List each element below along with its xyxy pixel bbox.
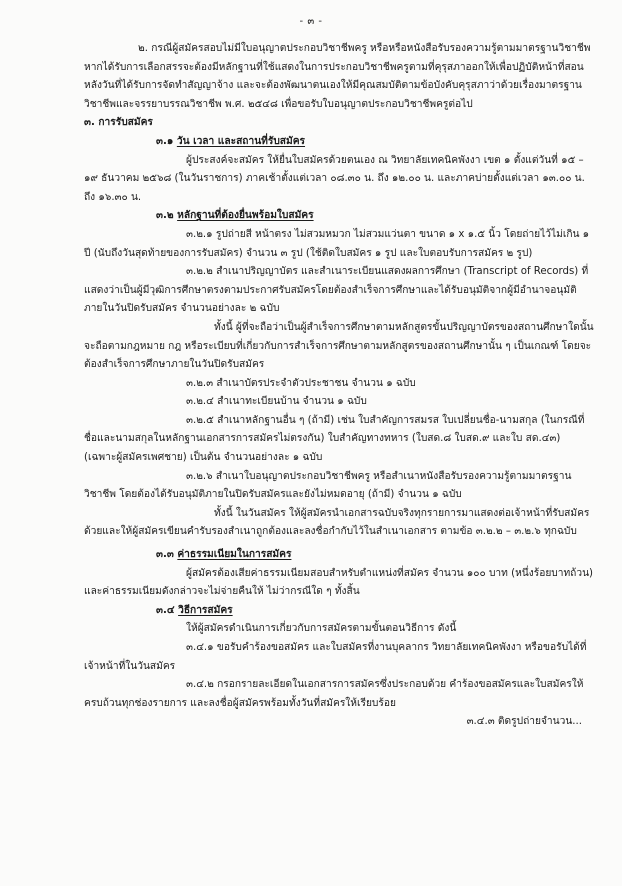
paragraph-3-4-2: ๓.๔.๒ กรอกรายละเอียดในเอกสารการสมัครซึ่งประกอบด้วย คำร้องขอสมัครและใบสมัครให้ครบถ้วนทุกช่องรายการ และลงชื่อผู้สมัครพร้อมทั้งวันที่สมัครให้เรียบร้อย — [84, 679, 584, 709]
subsection-title: วิธีการสมัคร — [178, 604, 233, 616]
paragraph-3-4: ให้ผู้สมัครดำเนินการเกี่ยวกับการสมัครตามขั้นตอนวิธีการ ดังนี้ — [186, 623, 457, 635]
document-body — [84, 40, 594, 732]
subsection-heading-3-4 — [84, 602, 594, 621]
paragraph-3-4-1: ๓.๔.๑ ขอรับคำร้องขอสมัคร และใบสมัครที่งานบุคลากร วิทยาลัยเทคนิคพังงา หรือขอรับได้ที่เจ้าหน้าที่ในวันสมัคร — [84, 642, 587, 672]
subsection-heading-3-1 — [84, 133, 594, 152]
paragraph-3-2-2-note: ทั้งนี้ ผู้ที่จะถือว่าเป็นผู้สำเร็จการศึกษาตามหลักสูตรขั้นปริญญาบัตรของสถานศึกษาใดนั้นจะถือตามกฎหมาย กฎ หรือระเบียบที่เกี่ยวกับการสำเร็จการศึกษาตามหลักสูตรของสถานศึกษานั้น ๆ เป็นเกณฑ์ โดยจะต้องสำเร็จการศึกษาภายในวันปิดรับสมัคร — [84, 321, 594, 371]
subsection-number: ๓.๑ — [156, 135, 174, 147]
subsection-title: หลักฐานที่ต้องยื่นพร้อมใบสมัคร — [177, 210, 314, 222]
paragraph-3-2-4: ๓.๒.๔ สำเนาทะเบียนบ้าน จำนวน ๑ ฉบับ — [186, 396, 367, 408]
paragraph-3-2-2: ๓.๒.๒ สำเนาปริญญาบัตร และสำเนาระเบียนแสดงผลการศึกษา (Transcript of Records) ที่แสดงว่าเป็นผู้มีวุฒิการศึกษาตรงตามประกาศรับสมัครโดยต้องสำเร็จการศึกษาและได้รับอนุมัติจากผู้มีอำนาจอนุมัติภายในวันปิดรับสมัคร จำนวนอย่างละ ๒ ฉบับ — [84, 266, 589, 315]
paragraph-3-2-3: ๓.๒.๓ สำเนาบัตรประจำตัวประชาชน จำนวน ๑ ฉบับ — [186, 377, 416, 389]
paragraph-3-2-5: ๓.๒.๕ สำเนาหลักฐานอื่น ๆ (ถ้ามี) เช่น ใบสำคัญการสมรส ใบเปลี่ยนชื่อ-นามสกุล (ในกรณีที่ชื่อและนามสกุลในหลักฐานเอกสารการสมัครไม่ตรงกัน) ใบสำคัญทางทหาร (ใบสด.๘ ใบสด.๙ และใบ สด.๔๓) (เฉพาะผู้สมัครเพศชาย) เป็นต้น จำนวนอย่างละ ๑ ฉบับ — [84, 414, 585, 464]
section-heading-3: ๓. การรับสมัคร — [84, 117, 153, 129]
paragraph-3-1: ผู้ประสงค์จะสมัคร ให้ยื่นใบสมัครด้วยตนเอง ณ วิทยาลัยเทคนิคพังงา เขต ๑ ตั้งแต่วันที่ ๑๕ – ๑๙ ธันวาคม ๒๕๖๘ (ในวันราชการ) ภาคเช้าตั้งแต่เวลา ๐๘.๓๐ น. ถึง ๑๒.๐๐ น. และภาคบ่ายตั้งแต่เวลา ๑๓.๐๐ น. ถึง ๑๖.๓๐ น. — [84, 154, 585, 203]
continuation-line: ๓.๔.๓ ติดรูปถ่ายจำนวน... — [466, 716, 582, 728]
subsection-number: ๓.๔ — [156, 604, 175, 616]
subsection-heading-3-2 — [84, 207, 594, 226]
subsection-title: ค่าธรรมเนียมในการสมัคร — [177, 549, 292, 561]
subsection-heading-3-3 — [84, 546, 594, 565]
paragraph-3-3: ผู้สมัครต้องเสียค่าธรรมเนียมสอบสำหรับตำแหน่งที่สมัคร จำนวน ๑๐๐ บาท (หนึ่งร้อยบาทถ้วน) และค่าธรรมเนียมดังกล่าวจะไม่จ่ายคืนให้ ไม่ว่ากรณีใด ๆ ทั้งสิ้น — [84, 567, 594, 598]
paragraph-3-2-6: ๓.๒.๖ สำเนาใบอนุญาตประกอบวิชาชีพครู หรือสำเนาหนังสือรับรองความรู้ตามมาตรฐานวิชาชีพ โดยต้องได้รับอนุมัติภายในปิดรับสมัครและยังไม่หมดอายุ (ถ้ามี) จำนวน ๑ ฉบับ — [84, 470, 572, 501]
subsection-number: ๓.๒ — [156, 210, 174, 222]
paragraph-3-2-1: ๓.๒.๑ รูปถ่ายสี หน้าตรง ไม่สวมหมวก ไม่สวมแว่นตา ขนาด ๑ x ๑.๕ นิ้ว โดยถ่ายไว้ไม่เกิน ๑ ปี (นับถึงวันสุดท้ายของการรับสมัคร) จำนวน ๓ รูป (ใช้ติดใบสมัคร ๑ รูป และใบตอบรับการสมัคร ๒ รูป) — [84, 228, 590, 259]
subsection-title: วัน เวลา และสถานที่รับสมัคร — [176, 135, 306, 147]
paragraph-license: ๒. กรณีผู้สมัครสอบไม่มีใบอนุญาตประกอบวิชาชีพครู หรือหรือหนังสือรับรองความรู้ตามมาตรฐานวิชาชีพ หากได้รับการเลือกสรรจะต้องมีหลักฐานที่ใช้แสดงในการประกอบวิชาชีพครูตามที่คุรุสภาออกให้เพื่อปฏิบัติหน้าที่สอนหลังวันที่ได้รับการจัดทำสัญญาจ้าง และจะต้องพัฒนาตนเองให้มีคุณสมบัติตามข้อบังคับคุรุสภาว่าด้วยเรื่องมาตรฐานวิชาชีพและจรรยาบรรณวิชาชีพ พ.ศ. ๒๕๔๘ เพื่อขอรับใบอนุญาตประกอบวิชาชีพครูต่อไป — [84, 43, 591, 110]
page-number: - ๓ - — [299, 16, 323, 27]
subsection-number: ๓.๓ — [156, 549, 174, 561]
paragraph-3-2-6-note: ทั้งนี้ ในวันสมัคร ให้ผู้สมัครนำเอกสารฉบับจริงทุกรายการมาแสดงต่อเจ้าหน้าที่รับสมัครด้วยและให้ผู้สมัครเขียนคำรับรองสำเนาถูกต้องและลงชื่อกำกับไว้ในสำเนาเอกสาร ตามข้อ ๓.๒.๒ – ๓.๒.๖ ทุกฉบับ — [84, 507, 590, 538]
